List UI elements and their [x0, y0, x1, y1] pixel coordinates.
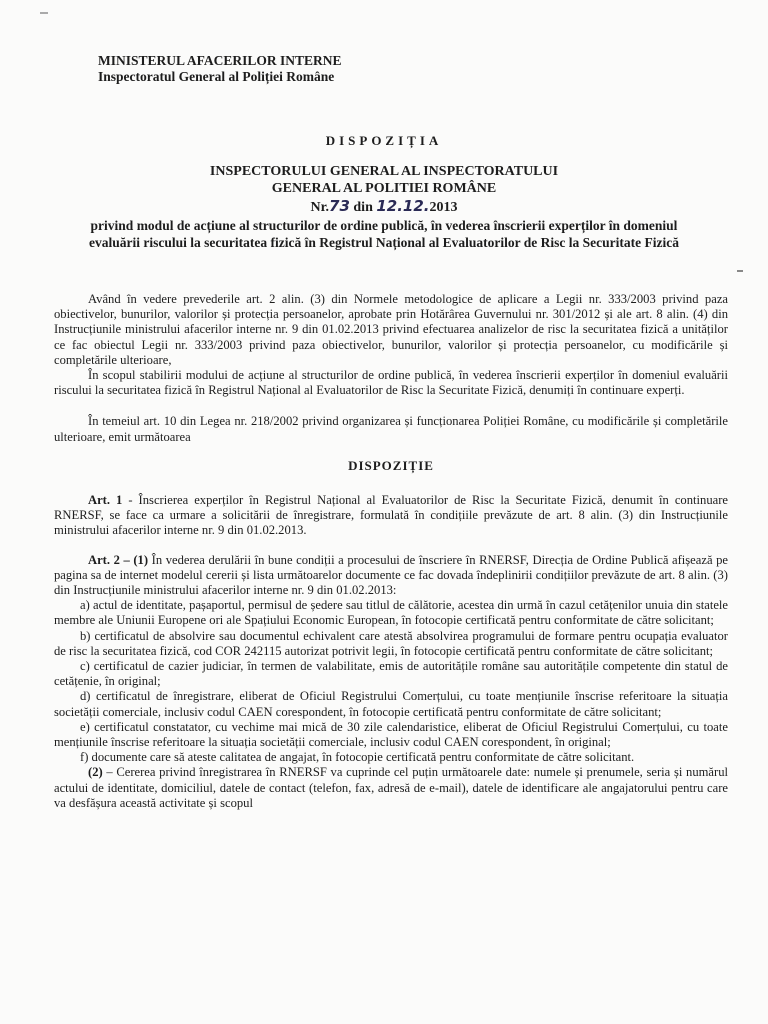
number-date-line [40, 197, 728, 217]
din-label: din [349, 200, 377, 215]
list-item: a) actul de identitate, pașaportul, permisul de ședere sau titlul de călătorie, acestea din urmă în cazul cetățenilor unuia din statele membre ale Uniunii Europene ori ale Spațiului Economic European, în fotocopie certificată pentru conformitate de către solicitant; [54, 598, 728, 628]
title-block [40, 133, 728, 251]
article-2-paragraph-2-label: (2) [88, 765, 103, 780]
article-1-label: Art. 1 [88, 493, 123, 508]
list-item: e) certificatul constatator, cu vechime mai mică de 30 zile calendaristice, eliberat de Oficiul Registrului Comerțului, cu toate mențiunile înscrise referitoare la situația societății comerciale, inclusiv codul CAEN corespondent, în original; [54, 719, 728, 750]
inspectorate-name: Inspectoratul General al Poliției Române [98, 69, 335, 84]
article-2-paragraph-2 [54, 765, 728, 811]
article-2-text: În vederea derulării în bune condiții a procesului de înscriere în RNERSF, Direcția de Ordine Publică afișează pe pagina sa de internet modelul cererii și lista următoarelor documente ce fac dovada îndeplinirii condițiilor prevăzute de art. 8 alin. (3) din Instrucțiunile ministrului afacerilor interne nr. 9 din 01.02.2013: [54, 552, 728, 598]
document-header [98, 53, 342, 85]
list-item: c) certificatul de cazier judiciar, în termen de valabilitate, emis de autoritățile române sau autoritățile competente din statul de cetățenie, în original; [54, 659, 728, 689]
preamble-paragraph-1: Având în vedere prevederile art. 2 alin. (3) din Normele metodologice de aplicare a Legii nr. 333/2003 privind paza obiectivelor, bunurilor, valorilor și protecția persoanelor, aprobate prin Hotărârea Guvernului nr. 301/2012 și ale art. 8 alin. (4) din Instrucțiunile ministrului afacerilor interne nr. 9 din 01.02.2013 privind efectuarea analizelor de risc la securitatea fizică a unităților ce fac obiectul Legii nr. 333/2003 privind paza obiectivelor, bunurilor, valorilor și protecția persoanelor, cu modificările și completările ulterioare, [54, 292, 728, 367]
issuer-line-1: INSPECTORULUI GENERAL AL INSPECTORATULUI [209, 164, 559, 179]
year: 2013 [429, 200, 458, 215]
list-item: d) certificatul de înregistrare, eliberat de Oficiul Registrului Comerțului, cu toate mențiunile înscrise referitoare la situația societății comerciale, inclusiv codul CAEN corespondent, în fotocopie certificată pentru conformitate de către solicitant; [54, 689, 728, 719]
article-2-paragraph-2-text: – Cererea privind înregistrarea în RNERSF va cuprinde cel puțin următoarele date: numele și prenumele, seria și numărul actului de identitate, domiciliul, datele de contact (telefon, fax, adresă de e-mail), datele de identificare ale angajatorului pentru care va desfășura această activitate și scopul [54, 765, 728, 810]
article-2-label: Art. 2 – (1) [88, 552, 149, 567]
scan-mark-right [737, 270, 743, 272]
article-1 [54, 493, 728, 539]
handwritten-date: 12.12. [376, 197, 430, 215]
ministry-name: MINISTERUL AFACERILOR INTERNE [98, 53, 342, 68]
issuer-line-2: GENERAL AL POLITIEI ROMÂNE [271, 181, 497, 196]
section-title: DISPOZIȚIE [348, 457, 434, 473]
list-item: f) documente care să ateste calitatea de angajat, în fotocopie certificată pentru conformitate de către solicitant. [80, 750, 635, 765]
handwritten-number: 73 [329, 197, 350, 215]
article-1-text: - Înscrierea experților în Registrul Național al Evaluatorilor de Risc la Securitate Fizică, denumit în continuare RNERSF, se face ca urmare a solicitării de înregistrare, formulată în condițiile prevăzute de art. 8 alin. (3) din Instrucțiunile ministrului afacerilor interne nr. 9 din 01.02.2013. [54, 493, 728, 538]
preamble-paragraph-2: În scopul stabilirii modului de acțiune al structurilor de ordine publică, în vederea înscrierii experților în domeniul evaluării riscului la securitatea fizică în Registrul Național al Evaluatorilor de Risc la Securitate Fizică, denumiți în continuare experți. [54, 368, 728, 398]
subject-line-1: privind modul de acțiune al structurilor de ordine publică, în vederea înscrierii experților în domeniul [90, 218, 678, 233]
nr-prefix: Nr. [310, 200, 330, 215]
dispozitia-title: DISPOZIȚIA [325, 133, 443, 148]
scan-mark [40, 12, 48, 14]
article-2-paragraph-1 [54, 553, 728, 599]
document-body [54, 292, 728, 811]
subject-line-2: evaluării riscului la securitatea fizică în Registrul Național al Evaluatorilor de Risc la Securitate Fizică [89, 235, 679, 250]
preamble-paragraph-3: În temeiul art. 10 din Legea nr. 218/2002 privind organizarea și funcționarea Poliției Române, cu modificările și completările ulterioare, emit următoarea [54, 414, 728, 444]
list-item: b) certificatul de absolvire sau documentul echivalent care atestă absolvirea programului de formare pentru ocupația evaluator de risc la securitatea fizică, cod COR 242115 autorizat potrivit legii, în fotocopie certificată pentru conformitate de către solicitant; [54, 628, 728, 658]
